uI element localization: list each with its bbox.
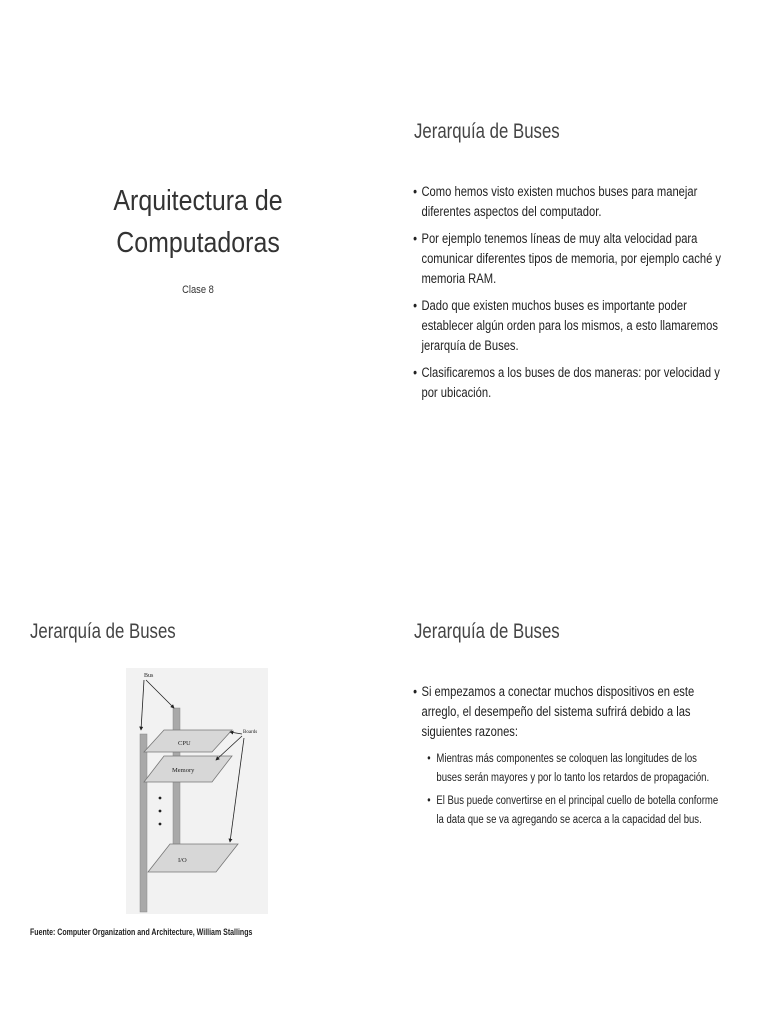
bullet-item: • Como hemos visto existen muchos buses para manejar diferentes aspectos del computador. bbox=[414, 182, 721, 222]
diagram-background bbox=[126, 668, 268, 914]
bus-bar-left bbox=[140, 734, 147, 912]
sub-bullet-list bbox=[421, 750, 721, 830]
cover-title-line2: Computadoras bbox=[116, 227, 280, 259]
bus-label: Bus bbox=[144, 673, 154, 679]
sub-bullet-item: • El Bus puede convertirse en el principal cuello de botella conforme la data que se va agregando se acerca a la capacidad del bus. bbox=[428, 792, 721, 830]
ellipsis-dot bbox=[159, 810, 162, 813]
bullet-list bbox=[414, 182, 721, 410]
bullet-item: • Por ejemplo tenemos líneas de muy alta velocidad para comunicar diferentes tipos de memoria, por ejemplo caché y memoria RAM. bbox=[414, 229, 721, 289]
slide-bus-hierarchy-intro bbox=[384, 90, 768, 510]
slide-heading: Jerarquía de Buses bbox=[30, 620, 176, 643]
bullet-list bbox=[414, 682, 721, 837]
cover-title bbox=[79, 180, 316, 264]
slide-bus-problems bbox=[384, 590, 768, 1010]
bullet-item: • Clasificaremos a los buses de dos maneras: por velocidad y por ubicación. bbox=[414, 363, 721, 403]
memory-label: Memory bbox=[172, 767, 195, 774]
ellipsis-dot bbox=[159, 797, 162, 800]
sub-bullet-item: • Mientras más componentes se coloquen las longitudes de los buses serán mayores y por lo tanto los retardos de propagación. bbox=[428, 750, 721, 788]
bullet-item: • Dado que existen muchos buses es importante poder establecer algún orden para los mismos, a esto llamaremos jerarquía de Buses. bbox=[414, 296, 721, 356]
cover-title-line1: Arquitectura de bbox=[113, 185, 283, 217]
cpu-label: CPU bbox=[178, 740, 191, 747]
bullet-text: Si empezamos a conectar muchos dispositivos en este arreglo, el desempeño del sistema sufrirá debido a las siguientes razones: bbox=[421, 684, 695, 739]
slide-heading: Jerarquía de Buses bbox=[414, 620, 560, 643]
io-label: I/O bbox=[178, 857, 187, 864]
bullet-item bbox=[414, 682, 721, 830]
slide-cover bbox=[0, 90, 384, 510]
slide-bus-diagram bbox=[0, 590, 384, 1010]
source-caption: Fuente: Computer Organization and Architecture, William Stallings bbox=[30, 927, 253, 937]
bus-boards-diagram bbox=[126, 668, 268, 914]
ellipsis-dot bbox=[159, 823, 162, 826]
slide-heading: Jerarquía de Buses bbox=[414, 120, 560, 143]
cover-subtitle: Clase 8 bbox=[182, 284, 214, 296]
boards-label: Boards bbox=[243, 730, 258, 735]
